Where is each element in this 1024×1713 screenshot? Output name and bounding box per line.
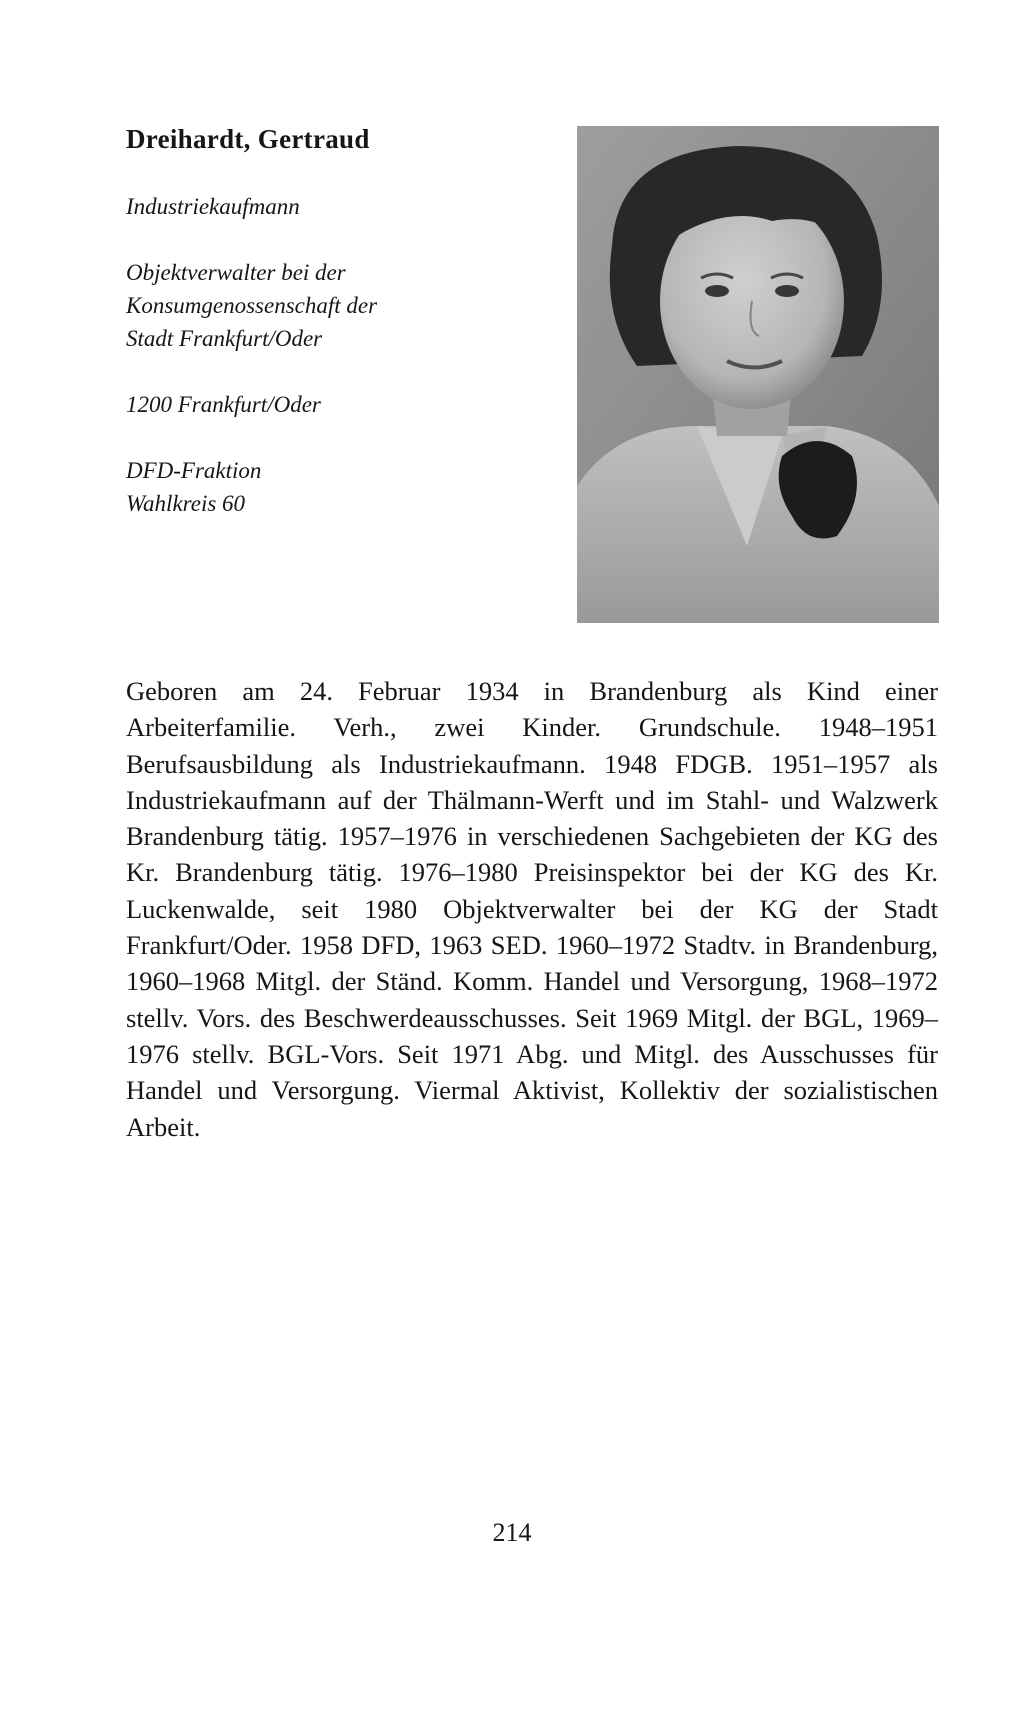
portrait-image <box>577 126 939 623</box>
entry-name: Dreihardt, Gertraud <box>126 124 370 154</box>
page-number: 214 <box>492 1518 532 1547</box>
entry-info <box>126 190 566 553</box>
constituency: Wahlkreis 60 <box>126 491 246 516</box>
position-line: Objektverwalter bei der <box>126 260 346 285</box>
faction: DFD-Fraktion <box>126 458 262 483</box>
position-line: Stadt Frankfurt/Oder <box>126 326 323 351</box>
address: 1200 Frankfurt/Oder <box>126 392 321 417</box>
profession: Industriekaufmann <box>126 194 300 219</box>
position-block <box>126 256 566 355</box>
faction-block <box>126 454 566 520</box>
biography: Geboren am 24. Februar 1934 in Brandenburg als Kind einer Arbeiterfamilie. Verh., zwei Kinder. Grundschule. 1948–1951 Berufsausbildung als Industriekaufmann. 1948 FDGB. 1951–1957 als Industriekaufmann auf der Thälmann-Werft und im Stahl- und Walzwerk Brandenburg tätig. 1957–1976 in verschiedenen Sachgebieten der KG des Kr. Brandenburg tätig. 1976–1980 Preisinspektor bei der KG des Kr. Luckenwalde, seit 1980 Objektverwalter bei der KG der Stadt Frankfurt/Oder. 1958 DFD, 1963 SED. 1960–1972 Stadtv. in Brandenburg, 1960–1968 Mitgl. der Ständ. Komm. Handel und Versorgung, 1968–1972 stellv. Vors. des Beschwerdeausschusses. Seit 1969 Mitgl. der BGL, 1969–1976 stellv. BGL-Vors. Seit 1971 Abg. und Mitgl. des Ausschusses für Handel und Versorgung. Viermal Aktivist, Kollektiv der sozialistischen Arbeit. <box>126 676 938 1142</box>
portrait-photo <box>577 126 939 623</box>
position-line: Konsumgenossenschaft der <box>126 293 378 318</box>
